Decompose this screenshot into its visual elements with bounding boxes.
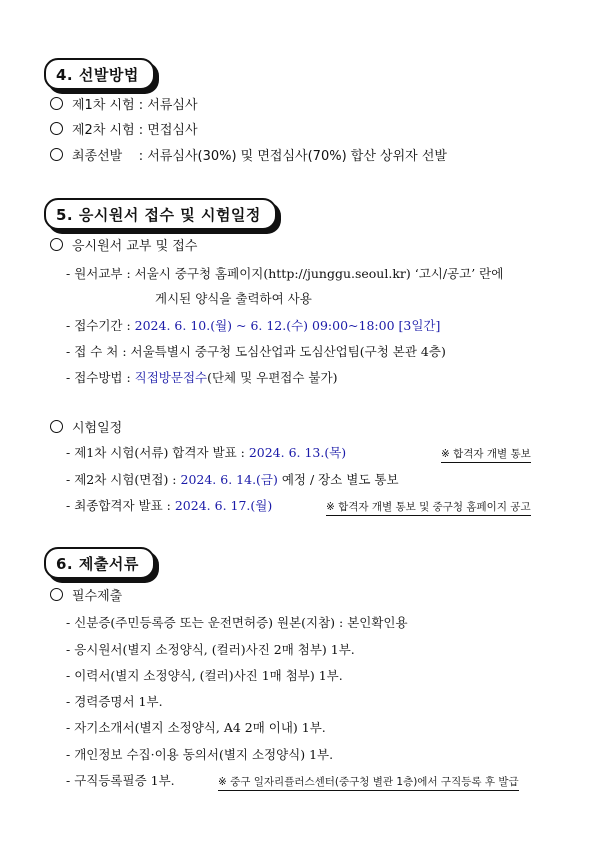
schedule-line-3: - 최종합격자 발표 : 2024. 6. 17.(월)	[66, 498, 273, 513]
period-line: - 접수기간 : 2024. 6. 10.(월) ~ 6. 12.(수) 09:00~18:00 [3일간]	[66, 318, 441, 333]
distribution-line-2: 게시된 양식을 출력하여 사용	[155, 291, 312, 306]
schedule-line-2: - 제2차 시험(면접) : 2024. 6. 14.(금) 예정 / 장소 별도 통보	[66, 472, 399, 487]
selection-item-3: 최종선발 : 서류심사(30%) 및 면접심사(70%) 합산 상위자 선발	[50, 148, 447, 166]
schedule-line-1: - 제1차 시험(서류) 합격자 발표 : 2024. 6. 13.(목)	[66, 445, 347, 460]
circle-bullet-icon	[50, 122, 63, 135]
circle-bullet-icon	[50, 148, 63, 161]
schedule-1-date: 2024. 6. 13.(목)	[248, 445, 347, 460]
doc-item: - 경력증명서 1부.	[66, 694, 163, 709]
doc-note: ※ 중구 일자리플러스센터(중구청 별관 1층)에서 구직등록 후 발급	[218, 774, 519, 791]
distribution-line: - 원서교부 : 서울시 중구청 홈페이지(http://junggu.seoul.kr) ‘고시/공고’ 란에	[66, 266, 504, 281]
circle-bullet-icon	[50, 238, 63, 251]
doc-item: - 개인정보 수집·이용 동의서(별지 소정양식) 1부.	[66, 747, 334, 762]
schedule-1-note: ※ 합격자 개별 통보	[441, 446, 531, 463]
method-value: 직접방문접수	[134, 370, 208, 385]
period-value: 2024. 6. 10.(월) ~ 6. 12.(수) 09:00~18:00 [3일간]	[134, 318, 441, 333]
doc-item: - 구직등록필증 1부.	[66, 773, 175, 788]
doc-item: - 응시원서(별지 소정양식, (컬러)사진 2매 첨부) 1부.	[66, 642, 355, 657]
method-line: - 접수방법 : 직접방문접수(단체 및 우편접수 불가)	[66, 370, 338, 385]
place-line: - 접 수 처 : 서울특별시 중구청 도심산업과 도심산업팀(구청 본관 4층)	[66, 344, 446, 359]
selection-item-2: 제2차 시험 : 면접심사	[50, 122, 198, 140]
required-header: 필수제출	[50, 588, 122, 606]
circle-bullet-icon	[50, 420, 63, 433]
section-4-title: 4. 선발방법	[44, 58, 155, 90]
doc-item: - 이력서(별지 소정양식, (컬러)사진 1매 첨부) 1부.	[66, 668, 343, 683]
selection-item-1: 제1차 시험 : 서류심사	[50, 97, 198, 115]
schedule-header: 시험일정	[50, 420, 122, 438]
section-6-title: 6. 제출서류	[44, 547, 155, 579]
schedule-2-date: 2024. 6. 14.(금)	[180, 472, 278, 487]
circle-bullet-icon	[50, 97, 63, 110]
schedule-3-date: 2024. 6. 17.(월)	[174, 498, 273, 513]
circle-bullet-icon	[50, 588, 63, 601]
doc-item: - 자기소개서(별지 소정양식, A4 2매 이내) 1부.	[66, 720, 326, 735]
doc-item: - 신분증(주민등록증 또는 운전면허증) 원본(지참) : 본인확인용	[66, 615, 408, 630]
section-5-title: 5. 응시원서 접수 및 시험일정	[44, 198, 277, 230]
apply-header: 응시원서 교부 및 접수	[50, 238, 197, 256]
schedule-3-note: ※ 합격자 개별 통보 및 중구청 홈페이지 공고	[326, 499, 531, 516]
